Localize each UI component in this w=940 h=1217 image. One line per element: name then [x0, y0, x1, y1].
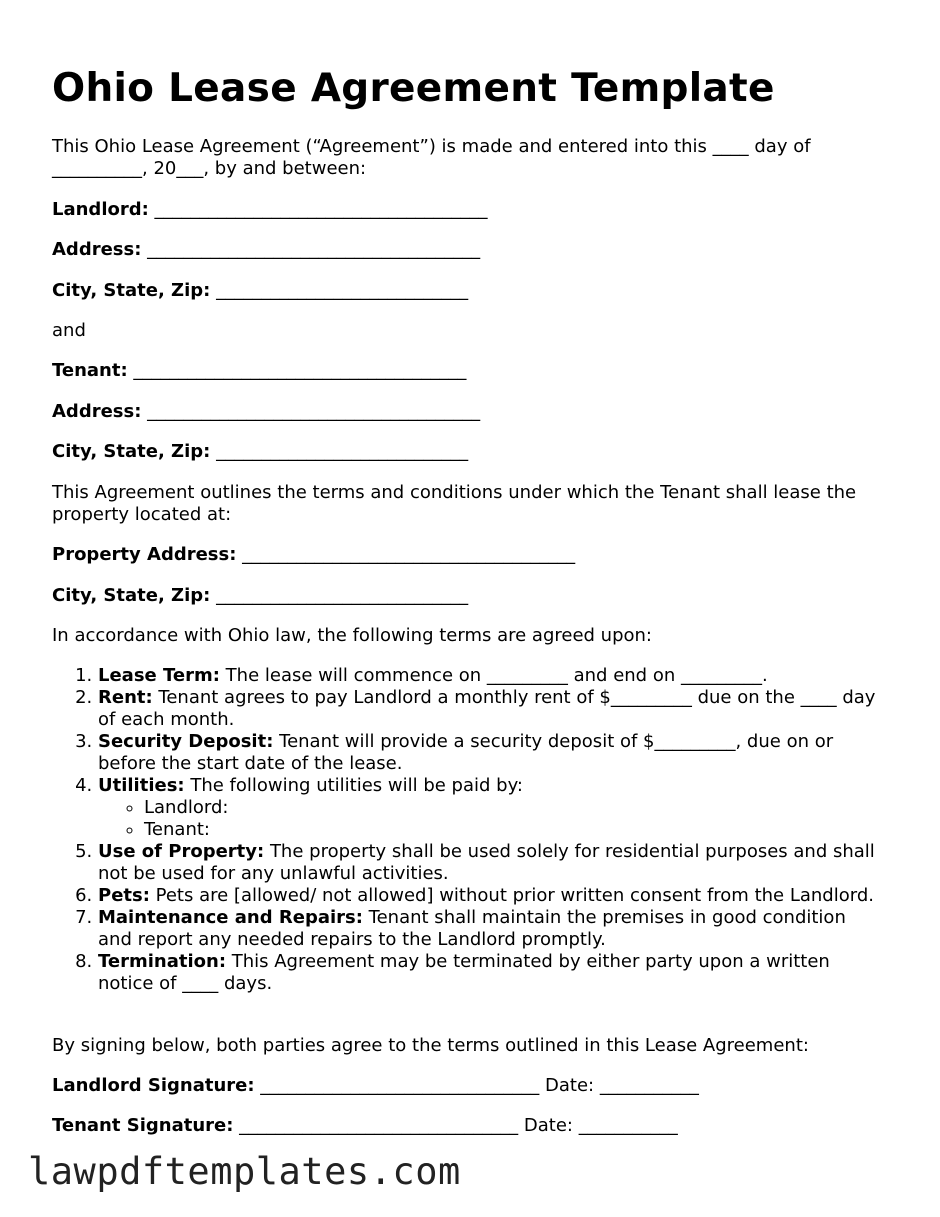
- term-text: The lease will commence on _________ and end on _________.: [219, 665, 768, 686]
- landlord-city-blank: ____________________________: [216, 280, 469, 301]
- term-text: Tenant agrees to pay Landlord a monthly rent of $_________ due on the ____ day of each month.: [98, 687, 876, 730]
- term-item: [98, 885, 882, 907]
- utilities-sub-item: ◦ Tenant:: [144, 819, 882, 841]
- landlord-signature-line: [52, 1075, 882, 1097]
- tenant-signature-label: Tenant Signature:: [52, 1115, 234, 1136]
- utilities-sublist: [98, 797, 882, 841]
- term-label: Utilities:: [98, 775, 185, 796]
- landlord-address-blank: _____________________________________: [147, 239, 481, 260]
- page-title: Ohio Lease Agreement Template: [52, 66, 775, 111]
- signing-intro-paragraph: By signing below, both parties agree to the terms outlined in this Lease Agreement:: [52, 1035, 809, 1056]
- landlord-address-label: Address:: [52, 239, 142, 260]
- term-text: The following utilities will be paid by:: [184, 775, 523, 796]
- intro-paragraph: This Ohio Lease Agreement (“Agreement”) is made and entered into this ____ day of __________, 20___, by and between:: [52, 136, 811, 179]
- term-label: Termination:: [98, 951, 227, 972]
- term-label: Rent:: [98, 687, 153, 708]
- tenant-name-label: Tenant:: [52, 360, 128, 381]
- and-text: and: [52, 320, 86, 341]
- term-label: Security Deposit:: [98, 731, 274, 752]
- term-text: Tenant will provide a security deposit of $_________, due on or before the start date of the lease.: [98, 731, 834, 774]
- landlord-city-label: City, State, Zip:: [52, 280, 211, 301]
- term-label: Pets:: [98, 885, 150, 906]
- landlord-signature-blank: _______________________________: [260, 1075, 540, 1096]
- watermark: lawpdftemplates.com: [28, 1150, 461, 1193]
- tenant-name-blank: _____________________________________: [133, 360, 467, 381]
- property-address-line: [52, 544, 882, 566]
- tenant-city-blank: ____________________________: [216, 441, 469, 462]
- term-item: [98, 841, 882, 885]
- tenant-name-line: [52, 360, 882, 382]
- tenant-address-line: [52, 401, 882, 423]
- terms-intro-paragraph: In accordance with Ohio law, the following terms are agreed upon:: [52, 625, 652, 646]
- tenant-signature-date: Date: ___________: [523, 1115, 678, 1136]
- term-item: [98, 907, 882, 951]
- property-city-label: City, State, Zip:: [52, 585, 211, 606]
- tenant-signature-blank: _______________________________: [239, 1115, 519, 1136]
- term-item: [98, 951, 882, 995]
- property-address-label: Property Address:: [52, 544, 237, 565]
- utilities-sub-item: ◦ Landlord:: [144, 797, 882, 819]
- property-city-blank: ____________________________: [216, 585, 469, 606]
- term-label: Maintenance and Repairs:: [98, 907, 363, 928]
- tenant-address-label: Address:: [52, 401, 142, 422]
- term-label: Lease Term:: [98, 665, 220, 686]
- property-city-line: [52, 585, 882, 607]
- tenant-signature-line: [52, 1115, 882, 1137]
- tenant-address-blank: _____________________________________: [147, 401, 481, 422]
- terms-list-container: [52, 665, 882, 995]
- landlord-signature-date: Date: ___________: [545, 1075, 699, 1096]
- term-item: [98, 775, 882, 841]
- landlord-signature-label: Landlord Signature:: [52, 1075, 255, 1096]
- landlord-name-line: [52, 199, 882, 221]
- landlord-city-line: [52, 280, 882, 302]
- landlord-name-blank: _____________________________________: [154, 199, 488, 220]
- term-label: Use of Property:: [98, 841, 265, 862]
- term-item: [98, 665, 882, 687]
- term-text: This Agreement may be terminated by either party upon a written notice of ____ days.: [98, 951, 830, 994]
- landlord-address-line: [52, 239, 882, 261]
- tenant-city-line: [52, 441, 882, 463]
- property-address-blank: _____________________________________: [242, 544, 576, 565]
- property-intro-paragraph: This Agreement outlines the terms and conditions under which the Tenant shall lease the property located at:: [52, 482, 857, 525]
- term-item: [98, 687, 882, 731]
- terms-list: [52, 665, 882, 995]
- term-item: [98, 731, 882, 775]
- term-text: Tenant shall maintain the premises in good condition and report any needed repairs to the Landlord promptly.: [98, 907, 846, 950]
- tenant-city-label: City, State, Zip:: [52, 441, 211, 462]
- landlord-name-label: Landlord:: [52, 199, 149, 220]
- term-text: The property shall be used solely for residential purposes and shall not be used for any unlawful activities.: [98, 841, 875, 884]
- term-text: Pets are [allowed/ not allowed] without prior written consent from the Landlord.: [149, 885, 874, 906]
